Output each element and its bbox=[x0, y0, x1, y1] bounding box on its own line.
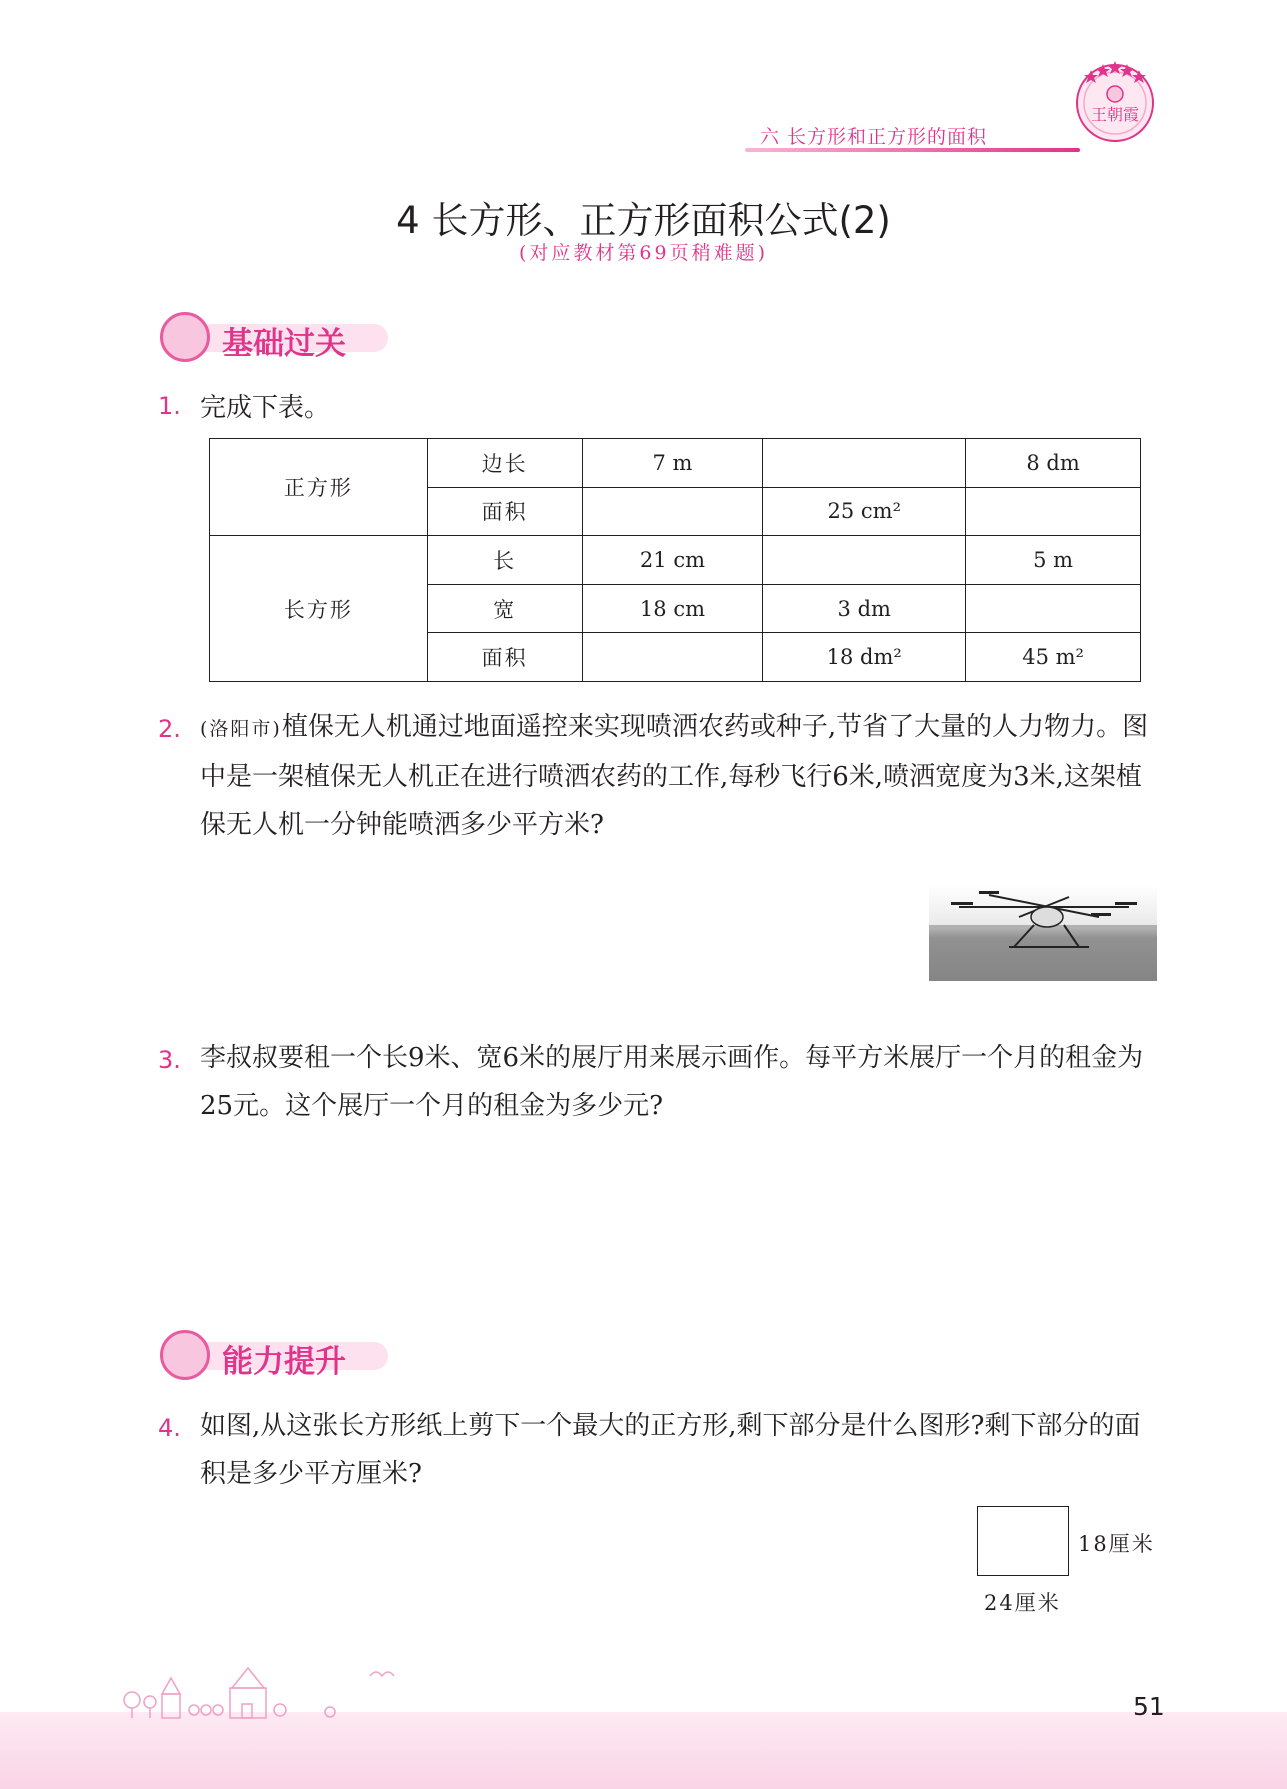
table-cell: 18 dm² bbox=[763, 633, 966, 682]
table-cell bbox=[763, 536, 966, 585]
section-banner-advance bbox=[160, 1330, 400, 1382]
table-cell bbox=[966, 584, 1141, 633]
question-2-source: (洛阳市) bbox=[200, 718, 282, 740]
table-cell: 21 cm bbox=[582, 536, 763, 585]
footer-band bbox=[0, 1712, 1287, 1789]
table-cell: 45 m² bbox=[966, 633, 1141, 682]
table-cell: 长 bbox=[427, 536, 582, 585]
question-3-number: 3. bbox=[158, 1046, 181, 1074]
publisher-logo bbox=[1072, 58, 1158, 144]
table-cell: 边长 bbox=[427, 439, 582, 488]
lesson-title: 4 长方形、正方形面积公式(2) bbox=[396, 199, 891, 242]
chapter-header: 六 长方形和正方形的面积 bbox=[760, 126, 988, 148]
question-1-text: 完成下表。 bbox=[200, 393, 331, 423]
table-cell bbox=[582, 633, 763, 682]
table-cell: 8 dm bbox=[966, 439, 1141, 488]
table-cell: 面积 bbox=[427, 633, 582, 682]
section-title-advance: 能力提升 bbox=[222, 1344, 346, 1380]
lesson-subtitle: (对应教材第69页稍难题) bbox=[518, 242, 768, 264]
table-cell: 18 cm bbox=[582, 584, 763, 633]
rectangle-diagram bbox=[977, 1506, 1069, 1576]
table-group-rectangle: 长方形 bbox=[210, 536, 428, 682]
question-3-text: 李叔叔要租一个长9米、宽6米的展厅用来展示画作。每平方米展厅一个月的租金为25元。这个展厅一个月的租金为多少元? bbox=[200, 1043, 1144, 1121]
question-2-text: 植保无人机通过地面遥控来实现喷洒农药或种子,节省了大量的人力物力。图中是一架植保无人机正在进行喷洒农药的工作,每秒飞行6米,喷洒宽度为3米,这架植保无人机一分钟能喷洒多少平方米? bbox=[200, 712, 1149, 840]
table-cell bbox=[966, 487, 1141, 536]
rectangle-height-label: 18厘米 bbox=[1078, 1532, 1155, 1556]
question-4-text: 如图,从这张长方形纸上剪下一个最大的正方形,剩下部分是什么图形?剩下部分的面积是多少平方厘米? bbox=[200, 1411, 1141, 1489]
question-2-body bbox=[200, 703, 1150, 849]
table-row bbox=[210, 536, 1141, 585]
page-number: 51 bbox=[1133, 1692, 1165, 1721]
header-divider bbox=[745, 148, 1080, 152]
boy-avatar-icon bbox=[160, 1330, 210, 1380]
table-cell: 25 cm² bbox=[763, 487, 966, 536]
section-banner-basic bbox=[160, 312, 400, 364]
question-2-number: 2. bbox=[158, 715, 181, 743]
drone-photo bbox=[929, 885, 1157, 981]
table-cell bbox=[582, 487, 763, 536]
question-1-number: 1. bbox=[158, 392, 181, 420]
table-cell: 宽 bbox=[427, 584, 582, 633]
table-cell: 7 m bbox=[582, 439, 763, 488]
section-title-basic: 基础过关 bbox=[222, 326, 346, 362]
table-cell: 面积 bbox=[427, 487, 582, 536]
question-4-number: 4. bbox=[158, 1414, 181, 1442]
table-row bbox=[210, 439, 1141, 488]
girl-avatar-icon bbox=[160, 312, 210, 362]
table-cell bbox=[763, 439, 966, 488]
rectangle-width-label: 24厘米 bbox=[984, 1591, 1061, 1615]
table-cell: 5 m bbox=[966, 536, 1141, 585]
logo-text: 王朝霞 bbox=[1090, 105, 1140, 124]
table-group-square: 正方形 bbox=[210, 439, 428, 536]
town-doodle-icon bbox=[120, 1660, 400, 1720]
table-cell: 3 dm bbox=[763, 584, 966, 633]
question-1-table bbox=[209, 438, 1141, 682]
